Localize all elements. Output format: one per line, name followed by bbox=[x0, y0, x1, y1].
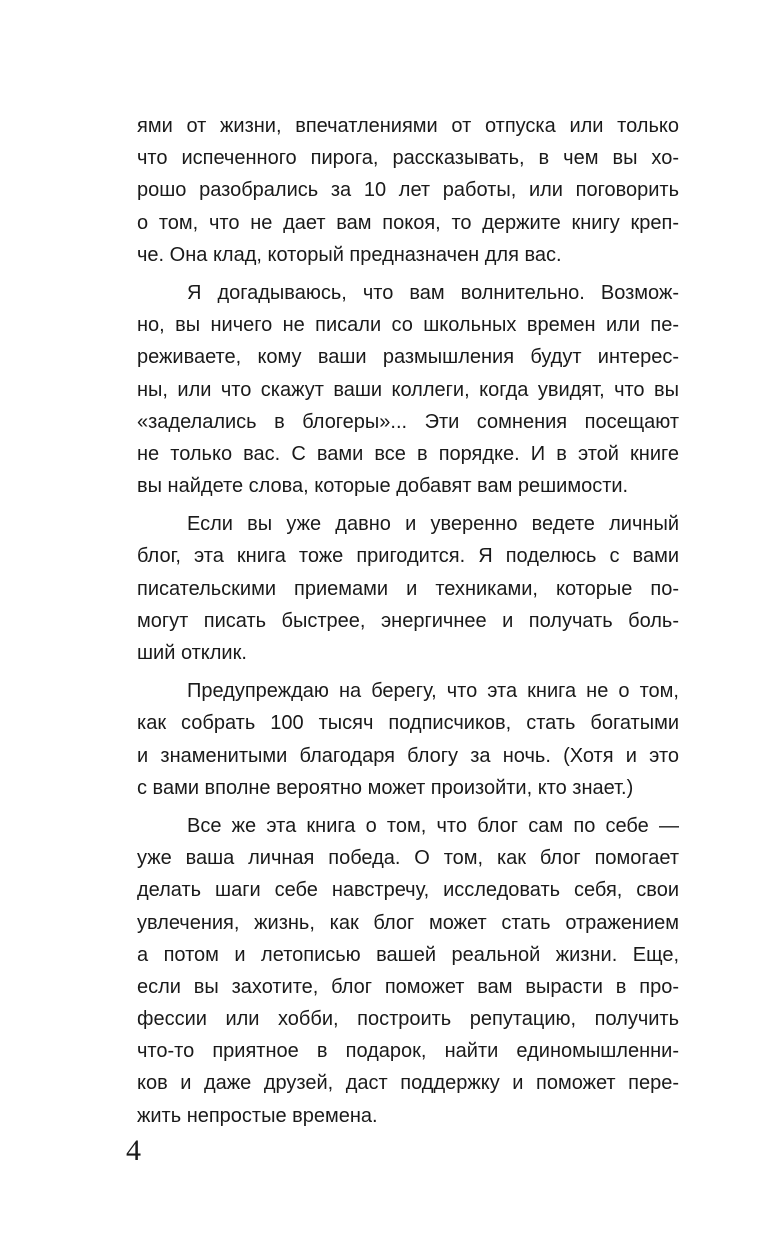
paragraph bbox=[137, 110, 679, 271]
text-line: но, вы ничего не писали со школьных времен или пе- bbox=[137, 314, 679, 337]
text-line: могут писать быстрее, энергичнее и получать боль- bbox=[137, 609, 679, 632]
text-line: уже ваша личная победа. О том, как блог помогает bbox=[137, 847, 679, 870]
text-line: ны, или что скажут ваши коллеги, когда увидят, что вы bbox=[137, 378, 679, 401]
body-text bbox=[137, 110, 679, 1132]
text-line: жить непростые времена. bbox=[137, 1104, 378, 1127]
text-line: Предупреждаю на берегу, что эта книга не о том, bbox=[187, 680, 679, 703]
paragraph bbox=[137, 277, 679, 502]
text-line: реживаете, кому ваши размышления будут интерес- bbox=[137, 346, 679, 369]
text-line: делать шаги себе навстречу, исследовать себя, свои bbox=[137, 879, 679, 902]
paragraph bbox=[137, 675, 679, 804]
text-line: Все же эта книга о том, что блог сам по себе — bbox=[187, 814, 679, 837]
text-line: и знаменитыми благодаря блогу за ночь. (Хотя и это bbox=[137, 744, 679, 767]
text-line: блог, эта книга тоже пригодится. Я поделюсь с вами bbox=[137, 545, 679, 568]
text-line: Если вы уже давно и уверенно ведете личный bbox=[187, 513, 679, 536]
text-line: Я догадываюсь, что вам волнительно. Возмож- bbox=[187, 281, 679, 304]
text-line: ков и даже друзей, даст поддержку и поможет пере- bbox=[137, 1072, 679, 1095]
paragraph bbox=[137, 810, 679, 1132]
text-line: вы найдете слова, которые добавят вам решимости. bbox=[137, 475, 629, 498]
page-number: 4 bbox=[126, 1134, 141, 1167]
paragraph bbox=[137, 508, 679, 669]
text-line: что испеченного пирога, рассказывать, в чем вы хо- bbox=[137, 147, 679, 170]
text-line: как собрать 100 тысяч подписчиков, стать богатыми bbox=[137, 712, 679, 735]
text-line: не только вас. С вами все в порядке. И в этой книге bbox=[137, 442, 679, 465]
text-line: что-то приятное в подарок, найти единомышленни- bbox=[137, 1040, 679, 1063]
text-line: «заделались в блогеры»... Эти сомнения посещают bbox=[137, 410, 679, 433]
text-line: если вы захотите, блог поможет вам вырасти в про- bbox=[137, 975, 679, 998]
text-line: писательскими приемами и техниками, которые по- bbox=[137, 577, 679, 600]
text-line: а потом и летописью вашей реальной жизни. Еще, bbox=[137, 943, 679, 966]
text-line: о том, что не дает вам покоя, то держите книгу креп- bbox=[137, 211, 679, 234]
text-line: ями от жизни, впечатлениями от отпуска или только bbox=[137, 115, 679, 137]
text-line: ший отклик. bbox=[137, 642, 247, 664]
text-line: фессии или хобби, построить репутацию, получить bbox=[137, 1008, 679, 1031]
text-line: рошо разобрались за 10 лет работы, или поговорить bbox=[137, 179, 679, 202]
text-line: увлечения, жизнь, как блог может стать отражением bbox=[137, 911, 679, 934]
text-line: че. Она клад, который предназначен для вас. bbox=[137, 243, 562, 266]
text-line: с вами вполне вероятно может произойти, кто знает.) bbox=[137, 776, 634, 799]
